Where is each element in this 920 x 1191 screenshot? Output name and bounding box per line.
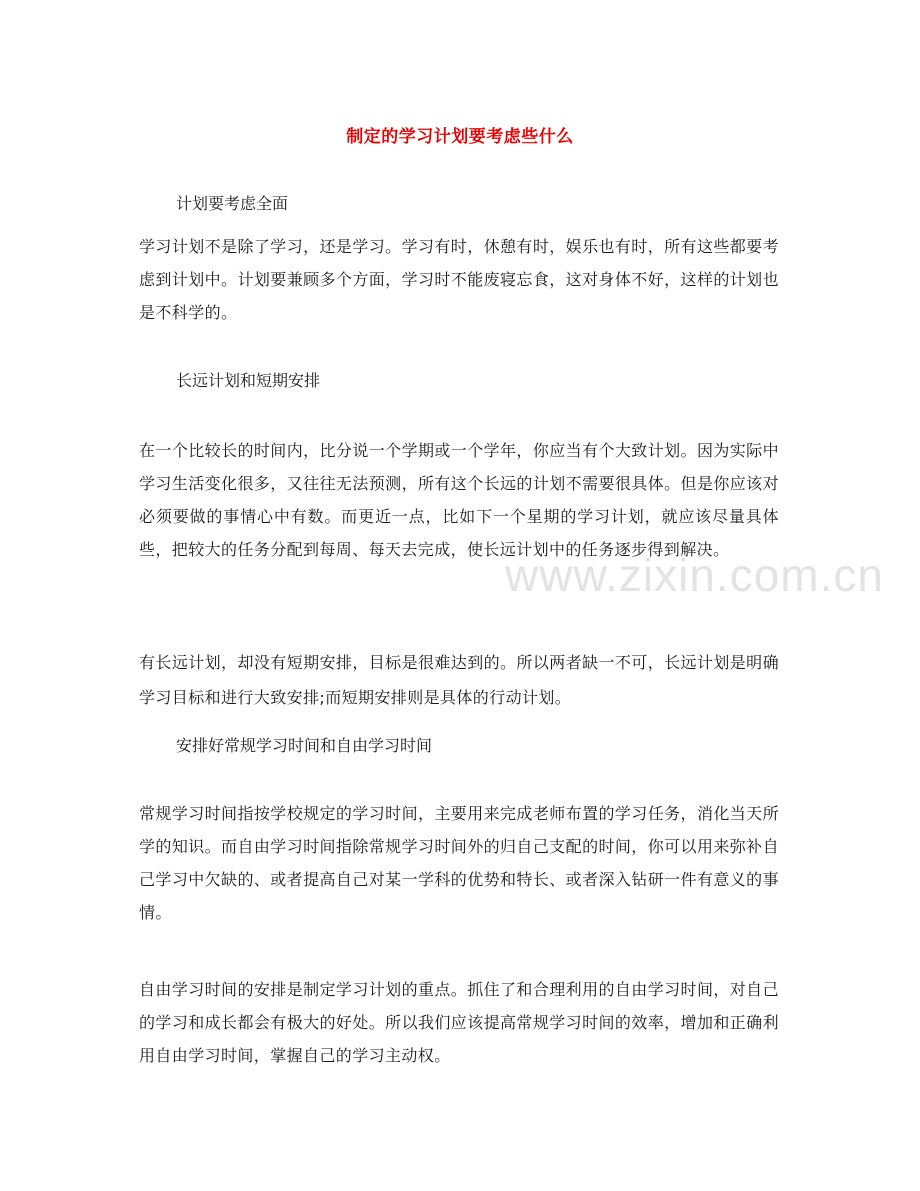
section-heading-3: 安排好常规学习时间和自由学习时间 bbox=[176, 736, 433, 755]
watermark: www.zixin.com.cn bbox=[505, 549, 884, 601]
section-heading-1: 计划要考虑全面 bbox=[176, 194, 289, 213]
paragraph-1: 学习计划不是除了学习，还是学习。学习有时，休憩有时，娱乐也有时，所有这些都要考虑到计划中。计划要兼顾多个方面，学习时不能废寝忘食，这对身体不好，这样的计划也是不科学的。 bbox=[139, 237, 779, 322]
paragraph-3: 有长远计划，却没有短期安排，目标是很难达到的。所以两者缺一不可，长远计划是明确学习目标和进行大致安排;而短期安排则是具体的行动计划。 bbox=[139, 653, 779, 707]
paragraph-5: 自由学习时间的安排是制定学习计划的重点。抓住了和合理利用的自由学习时间，对自己的学习和成长都会有极大的好处。所以我们应该提高常规学习时间的效率，增加和正确利用自由学习时间，掌握自己的学习主动权。 bbox=[139, 980, 779, 1065]
paragraph-4: 常规学习时间指按学校规定的学习时间，主要用来完成老师布置的学习任务，消化当天所学的知识。而自由学习时间指除常规学习时间外的归自己支配的时间，你可以用来弥补自己学习中欠缺的、或者提高自己对某一学科的优势和特长、或者深入钻研一件有意义的事情。 bbox=[139, 804, 779, 922]
document-title: 制定的学习计划要考虑些什么 bbox=[346, 127, 574, 147]
section-heading-2: 长远计划和短期安排 bbox=[176, 371, 321, 390]
paragraph-2: 在一个比较长的时间内，比分说一个学期或一个学年，你应当有个大致计划。因为实际中学习生活变化很多，又往往无法预测，所有这个长远的计划不需要很具体。但是你应该对必须要做的事情心中有数。而更近一点，比如下一个星期的学习计划，就应该尽量具体些，把较大的任务分配到每周、每天去完成，使长远计划中的任务逐步得到解决。 bbox=[139, 441, 779, 559]
